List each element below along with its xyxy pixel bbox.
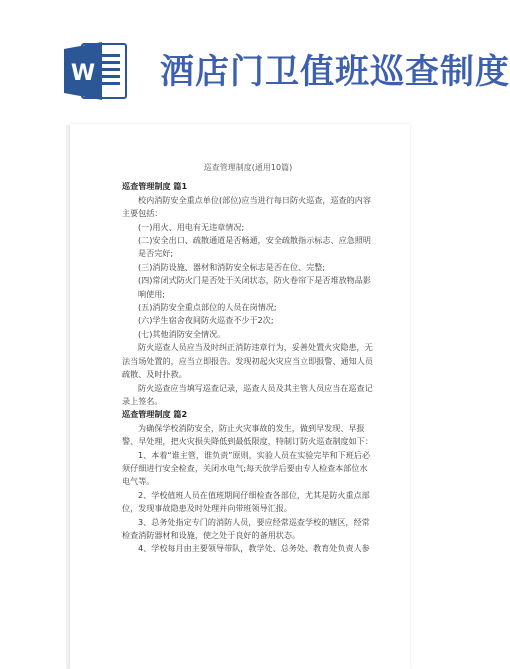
list-item: (四)常闭式防火门是否处于关闭状态，防火卷帘下是否堆放物品影响使用;: [138, 275, 371, 299]
document-title: 巡查管理制度(通用10篇): [203, 163, 293, 172]
list-item: (七)其他消防安全情况。: [138, 328, 226, 339]
list-item: (二)安全出口、疏散通道是否畅通，安全疏散指示标志、应急照明是否完好;: [138, 235, 371, 259]
banner-title: 酒店门卫值班巡查制度: [160, 52, 510, 92]
list-item: (三)消防设施、器材和消防安全标志是否在位、完整;: [138, 261, 326, 272]
paragraph: 2、学校值班人员在值班期间仔细检查各部位，尤其是防火重点部位，发现事故隐患及时处理并向带班领导汇报。: [122, 489, 370, 514]
document-content: [122, 161, 374, 556]
section-heading: 巡查管理制度 篇1: [122, 181, 188, 192]
paragraph: 校内消防安全重点单位(部位)应当进行每日防火巡查，巡查的内容主要包括：: [122, 194, 371, 219]
list-item: (一)用火、用电有无违章情况;: [138, 221, 245, 232]
word-document-icon: [64, 40, 128, 102]
list-item: (五)消防安全重点部位的人员在岗情况;: [138, 302, 277, 313]
paragraph: 为确保学校消防安全，防止火灾事故的发生，做到早发现、早报警、早处理，把火灾损失降低到最低限度，特制订防火巡查制度如下：: [122, 422, 373, 447]
paragraph: 3、总务处指定专门的消防人员，要应经常巡查学校的辖区，经常检查消防器材和设施，使之处于良好的备用状态。: [122, 516, 370, 540]
banner: [0, 0, 510, 118]
paragraph: 1、本着“谁主管，谁负责”原则，实验人员在实验完毕和下班后必须仔细进行安全检查，关闭水电气;每天放学后要由专人检查本部位水电气等。: [122, 449, 371, 487]
paragraph: 防火巡查应当填写巡查记录，巡查人员及其主管人员应当在巡查记录上签名。: [122, 382, 373, 406]
svg-text:W: W: [70, 61, 96, 86]
list-item: (六)学生宿舍夜间防火巡查不少于2次;: [138, 315, 274, 326]
paragraph: 4、学校每月由主要领导带队，教学处、总务处、教育处负责人参: [138, 543, 370, 554]
section-heading: 巡查管理制度 篇2: [122, 409, 188, 420]
paragraph: 防火巡查人员应当及时纠正消防违章行为，妥善处置火灾隐患，无法当场处置的，应当立即报告。发现初起火灾应当立即报警、通知人员疏散、及时扑救。: [122, 342, 373, 380]
